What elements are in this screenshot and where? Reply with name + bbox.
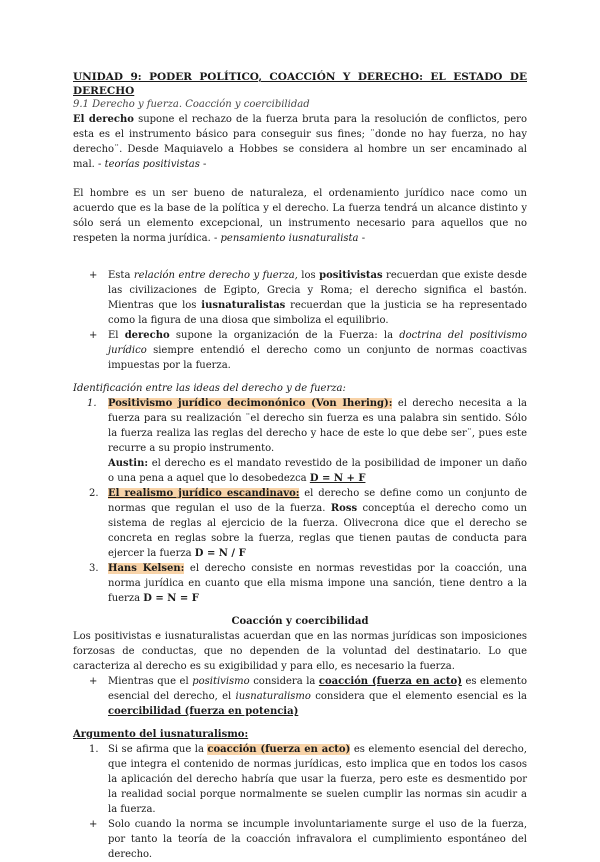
highlight-kelsen: Hans Kelsen: <box>108 563 185 574</box>
coaccion-heading: Coacción y coercibilidad <box>231 616 369 627</box>
paragraph-derecho-fuerza: El derecho supone el rechazo de la fuerza bruta para la resolución de conflictos, pero esta es el instrumento básico para conseguir sus fines; ¨donde no hay fuerza, no hay derecho¨. Desde Maquiavelo a Hobbes se considera al hombre un ser encaminado al mal. - teorías positivistas - <box>73 114 527 170</box>
paragraph-iusnaturalismo: El hombre es un ser bueno de naturaleza, el ordenamiento jurídico nace como un acuerdo que es la base de la política y el derecho. La fuerza tendrá un alcance distinto y sólo será un elemento excepcional, un instrumento necesario para aquellos que no respeten la norma jurídica. - pensamiento iusnaturalista - <box>73 188 527 244</box>
list-item: 3. Hans Kelsen: el derecho consiste en normas revestidas por la coacción, una norma jurídica en cuanto que ella misma impone una sanción, tiene dentro a la fuerza D = N = F <box>89 563 527 604</box>
highlight-von-ihering: Positivismo jurídico decimonónico (Von Ihering): <box>108 398 393 409</box>
list-item: + Esta relación entre derecho y fuerza, los positivistas recuerdan que existe desde las civilizaciones de Egipto, Grecia y Roma; el derecho significa el bastón. Mientras que los iusnaturalistas recuerdan que la justicia se ha representado como la figura de una diosa que simboliza el equilibrio. <box>89 270 528 326</box>
formula: D = N + F <box>309 473 366 484</box>
list-item: 2. El realismo jurídico escandinavo: el derecho se define como un conjunto de normas que regulan el uso de la fuerza. Ross conceptúa el derecho como un sistema de reglas al ejercicio de la fuerza. Olivecrona dice que el derecho se concreta en reglas sobre la fuerza, reglas que tienen pautas de conducta para ejercer la fuerza D = N / F <box>89 488 527 559</box>
list-item: + Solo cuando la norma se incumple involuntariamente surge el uso de la fuerza, por tanto la teoría de la coacción infravalora el cumplimiento espontáneo del derecho. <box>89 819 527 860</box>
formula: D = N / F <box>194 548 246 559</box>
document-title: UNIDAD 9: PODER POLÍTICO, COACCIÓN Y DERECHO: EL ESTADO DE DERECHO <box>73 71 527 97</box>
list-item: 1. Si se afirma que la coacción (fuerza en acto) es elemento esencial del derecho, que integra el contenido de normas jurídicas, esto implica que en todos los casos la aplicación del derecho habría que usar la fuerza, pero este es desmentido por la realidad social porque normalmente se suelen cumplir las normas sin acudir a la fuerza. <box>89 744 527 815</box>
argumento-heading: Argumento del iusnaturalismo: <box>73 729 249 740</box>
bullet-list-relacion <box>73 268 527 373</box>
coaccion-paragraph: Los positivistas e iusnaturalistas acuerdan que en las normas jurídicas son imposiciones forzosas de conductas, que no dependen de la voluntad del destinatario. Lo que caracteriza al derecho es su exigibilidad y para ello, es necesario la fuerza. <box>73 631 527 672</box>
bullet-list-coaccion <box>73 674 527 719</box>
list-item: + El derecho supone la organización de la Fuerza: la doctrina del positivismo jurídico siempre entendió el derecho como un conjunto de normas coactivas impuestas por la fuerza. <box>89 330 527 371</box>
section-subtitle: 9.1 Derecho y fuerza. Coacción y coercibilidad <box>73 99 310 110</box>
list-item: + Mientras que el positivismo considera la coacción (fuerza en acto) es elemento esencial del derecho, el iusnaturalismo considera que el elemento esencial es la coercibilidad (fuerza en potencia) <box>89 676 527 717</box>
document-page <box>73 70 527 862</box>
formula: D = N = F <box>143 593 199 604</box>
argumento-list <box>73 742 527 862</box>
highlight-coaccion: coacción (fuerza en acto) <box>207 744 351 755</box>
list-item: 1. Positivismo jurídico decimonónico (Von Ihering): el derecho necesita a la fuerza para su realización ¨el derecho sin fuerza es una palabra sin sentido. Sólo la fuerza realiza las reglas del derecho y hace de este lo que debe ser¨, pues este recurre a su propio instrumento. Austin: el derecho es el mandato revestido de la posibilidad de imponer un daño o una pena a aquel que lo desobedezca D = N + F <box>87 398 527 484</box>
highlight-realismo: El realismo jurídico escandinavo: <box>108 488 300 499</box>
identificacion-list <box>73 396 527 606</box>
term-el-derecho: El derecho <box>73 114 134 125</box>
identificacion-heading: Identificación entre las ideas del derecho y de fuerza: <box>73 383 346 394</box>
